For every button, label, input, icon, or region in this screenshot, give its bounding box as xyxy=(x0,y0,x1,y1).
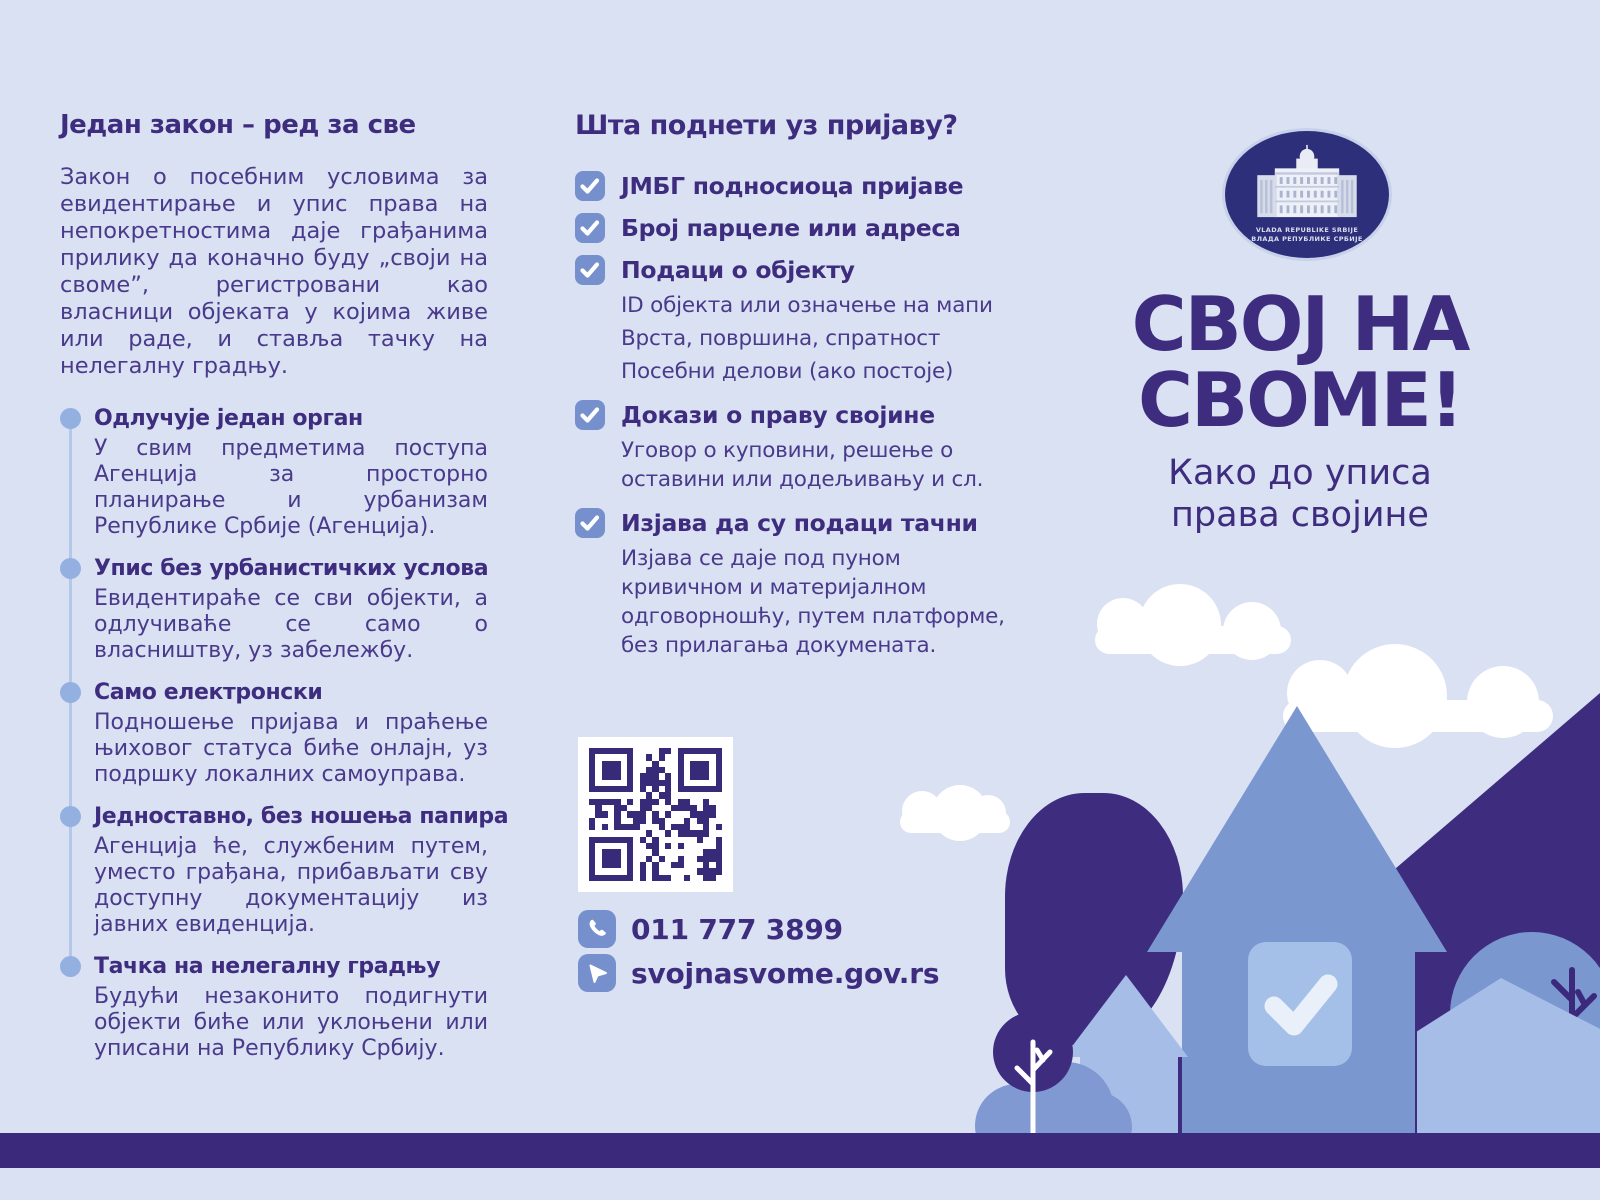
government-building-icon xyxy=(1248,143,1366,221)
checklist-label: Подаци о објекту xyxy=(621,256,855,284)
bullet-dot-icon xyxy=(60,682,81,703)
subtitle-line1: Како до уписа xyxy=(1168,453,1432,493)
checklist-item xyxy=(575,255,1015,386)
title-line1: СВОЈ НА xyxy=(1131,280,1469,368)
checklist-item xyxy=(575,508,1015,660)
checklist-sublines xyxy=(621,291,1013,386)
ground-strip xyxy=(0,1133,1600,1168)
checklist-label: Број парцеле или адреса xyxy=(621,214,961,242)
checkmark-window xyxy=(1248,942,1352,1066)
subline: Уговор о куповини, решење о оставини или додељивању и сл. xyxy=(621,438,984,492)
logo-caption-latin: VLADA REPUBLIKE SRBIJE xyxy=(1255,226,1359,234)
cloud-icon xyxy=(1095,598,1291,654)
bullet-dot-icon xyxy=(60,558,81,579)
subline: Посебни делови (ако постоје) xyxy=(621,359,954,384)
checkbox-checked-icon xyxy=(575,171,605,201)
checklist-item xyxy=(575,400,1015,494)
checklist xyxy=(575,171,1015,660)
feature-title: Упис без урбанистичких услова xyxy=(94,556,489,581)
feature-item xyxy=(94,406,488,540)
feature-title: Тачка на нелегалну градњу xyxy=(94,954,441,979)
qr-grid xyxy=(589,748,722,881)
checkbox-checked-icon xyxy=(575,213,605,243)
subline: Врста, површина, спратност xyxy=(621,326,941,351)
feature-title: Једноставно, без ношења папира xyxy=(94,804,509,829)
feature-item xyxy=(94,556,488,664)
checklist-label: ЈМБГ подносиоца пријаве xyxy=(621,172,964,200)
bullet-dot-icon xyxy=(60,408,81,429)
feature-item xyxy=(94,680,488,788)
checkmark-icon xyxy=(1248,942,1352,1066)
tree-left-icon xyxy=(992,1012,1074,1137)
logo-caption-cyrillic: ВЛАДА РЕПУБЛИКЕ СРБИЈЕ xyxy=(1251,234,1363,243)
government-logo xyxy=(1222,128,1392,261)
feature-item xyxy=(94,954,488,1062)
phone-number: 011 777 3899 xyxy=(631,912,843,946)
tree-blob-shape xyxy=(1005,793,1183,1045)
feature-text: У свим предметима поступа Агенција за просторно планирање и урбанизам Републике Србије (Агенција). xyxy=(94,436,488,539)
left-heading: Један закон – ред за све xyxy=(60,110,416,140)
logo-caption xyxy=(1225,226,1389,243)
intro-paragraph: Закон о посебним условима за евидентирање и упис права на непокретностима даје грађанима прилику да коначно буду „своји на своме”, регистровани као власници објеката у којима живе или раде, и ставља тачку на нелегалну градњу. xyxy=(60,164,488,379)
feature-text: Подношење пријава и праћење њиховог статуса биће онлајн, уз подршку локалних самоуправа. xyxy=(94,710,488,787)
bullet-dot-icon xyxy=(60,956,81,977)
checklist-label: Изјава да су подаци тачни xyxy=(621,509,978,537)
title-line2: СВОМЕ! xyxy=(1137,356,1463,444)
phone-row xyxy=(578,910,843,948)
feature-list xyxy=(60,406,509,1062)
qr-code xyxy=(578,737,733,892)
bullet-dot-icon xyxy=(60,806,81,827)
checkbox-checked-icon xyxy=(575,255,605,285)
subline: ID објекта или означење на мапи xyxy=(621,293,993,318)
feature-title: Одлучује један орган xyxy=(94,406,363,431)
cloud-icon xyxy=(1283,663,1553,732)
feature-title: Само електронски xyxy=(94,680,323,705)
middle-column xyxy=(575,110,1015,674)
checklist-item xyxy=(575,171,1015,201)
checklist-label: Докази о праву својине xyxy=(621,401,935,429)
feature-text: Евидентираће се сви објекти, а одлучиваће се само о власништву, уз забележбу. xyxy=(94,586,488,663)
phone-icon xyxy=(578,910,616,948)
checklist-heading: Шта поднети уз пријаву? xyxy=(575,110,958,141)
subtitle-line2: права својине xyxy=(1171,495,1429,535)
feature-text: Будући незаконито подигнути објекти биће или уклоњени или уписани на Републику Србију. xyxy=(94,984,488,1061)
page-title xyxy=(1070,280,1530,444)
page-subtitle xyxy=(1070,452,1530,536)
website-url[interactable]: svojnasvome.gov.rs xyxy=(631,956,940,990)
checklist-sublines xyxy=(621,544,1013,660)
cursor-arrow-icon xyxy=(578,954,616,992)
cloud-icon xyxy=(900,787,1010,833)
subline: Изјава се даје под пуном кривичном и материјалном одговорношћу, путем платформе, без прилагања докумената. xyxy=(621,546,1005,658)
website-row xyxy=(578,954,939,992)
checkbox-checked-icon xyxy=(575,508,605,538)
feature-item xyxy=(94,804,509,938)
checklist-sublines xyxy=(621,436,1013,494)
checkbox-checked-icon xyxy=(575,400,605,430)
checklist-item xyxy=(575,213,1015,243)
left-column xyxy=(60,110,509,1078)
feature-text: Агенција ће, службеним путем, уместо грађана, прибављати сву доступну документацију из јавних евиденција. xyxy=(94,834,488,937)
